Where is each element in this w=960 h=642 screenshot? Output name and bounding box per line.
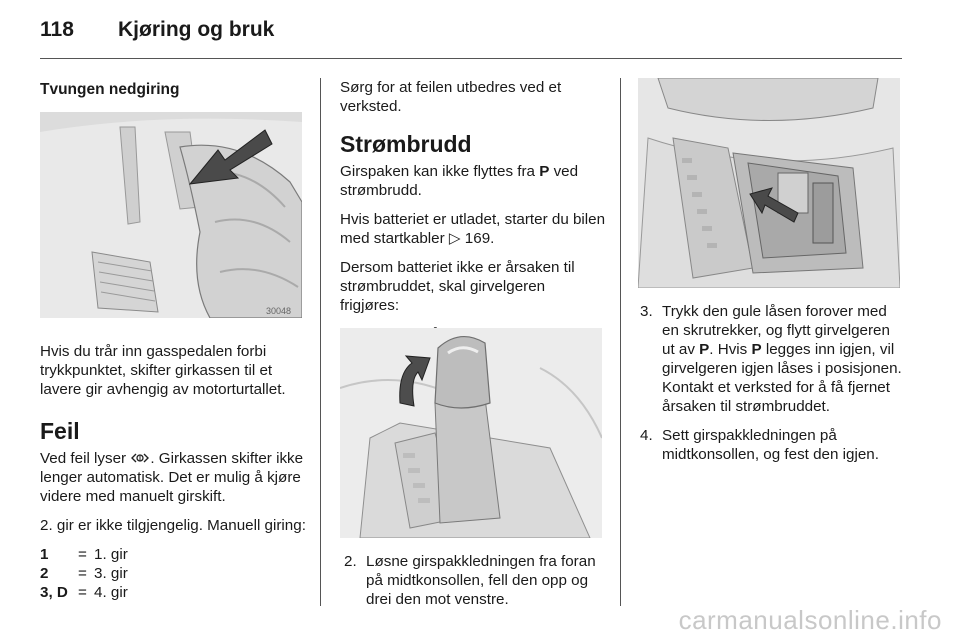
page-reference-icon: ▷	[448, 230, 465, 247]
gear-eq: =	[78, 584, 87, 601]
column-2	[340, 78, 606, 354]
gear-key: 2	[40, 565, 49, 582]
steps-list-3	[640, 302, 902, 464]
figure-gear-lever	[340, 328, 602, 538]
power-p2: Hvis batteriet er utladet, starter du bilen med startkabler ▷ 169.	[340, 211, 606, 247]
power-p1: Girspaken kan ikke flyttes fra P ved strømbrudd.	[340, 163, 579, 199]
gear-eq: =	[78, 546, 87, 563]
step-4: 4. Sett girspakkledningen på midtkonsollen, og fest den igjen.	[640, 427, 879, 463]
page-number: 118	[40, 18, 74, 41]
column-3-body	[640, 302, 902, 474]
watermark: carmanualsonline.info	[678, 605, 942, 635]
column-1-body	[40, 342, 308, 602]
gear-value: 4. gir	[94, 584, 128, 601]
manual-gear-paragraph: 2. gir er ikke tilgjengelig. Manuell giring:	[40, 517, 306, 534]
column-divider-2	[620, 78, 621, 606]
header-rule	[40, 58, 902, 59]
power-p3: Dersom batteriet ikke er årsaken til strømbruddet, skal girvelgeren frigjøres:	[340, 259, 575, 314]
figure-number: 30048	[266, 306, 292, 316]
section-feil: Feil	[40, 418, 80, 444]
figure-pedal	[40, 112, 302, 318]
transmission-warning-icon	[130, 452, 150, 464]
step-2: 2. Løsne girspakkledningen fra foran på midtkonsollen, fell den opp og drei den mot venstre.	[344, 553, 596, 608]
figure-gear-selector-lock	[638, 78, 900, 288]
gear-eq: =	[78, 565, 87, 582]
chapter-title: Kjøring og bruk	[118, 18, 275, 41]
column-2-bottom	[340, 552, 606, 619]
gear-selector-illustration	[638, 78, 900, 288]
pedal-illustration	[40, 112, 302, 318]
gear-value: 3. gir	[94, 565, 128, 582]
gear-lever-illustration	[340, 328, 602, 538]
section-stromnbrudd: Strømbrudd	[340, 131, 472, 157]
fault-paragraph: Ved feil lyser . Girkassen skifter ikke lenger automatisk. Det er mulig å kjøre videre med manuelt girskift.	[40, 450, 304, 505]
column-1	[40, 80, 306, 99]
gear-table	[40, 545, 308, 602]
steps-list-2	[340, 552, 606, 609]
step-3: 3. Trykk den gule låsen forover med en skrutrekker, og flytt girvelgeren ut av P. Hvis P legges inn igjen, vil girvelgeren igjen låses i posisjonen. Kontakt et verksted for å få fjernet årsaken til strømbruddet.	[640, 303, 902, 415]
page-header	[40, 18, 274, 42]
heading-kickdown: Tvungen nedgiring	[40, 81, 180, 98]
gear-key: 1	[40, 546, 49, 563]
column-divider-1	[320, 78, 321, 606]
kickdown-paragraph: Hvis du trår inn gasspedalen forbi trykkpunktet, skifter girkassen til et lavere gir avhengig av motorturtallet.	[40, 343, 286, 398]
gear-value: 1. gir	[94, 546, 128, 563]
workshop-paragraph: Sørg for at feilen utbedres ved et verksted.	[340, 79, 562, 115]
gear-key: 3, D	[40, 584, 68, 601]
